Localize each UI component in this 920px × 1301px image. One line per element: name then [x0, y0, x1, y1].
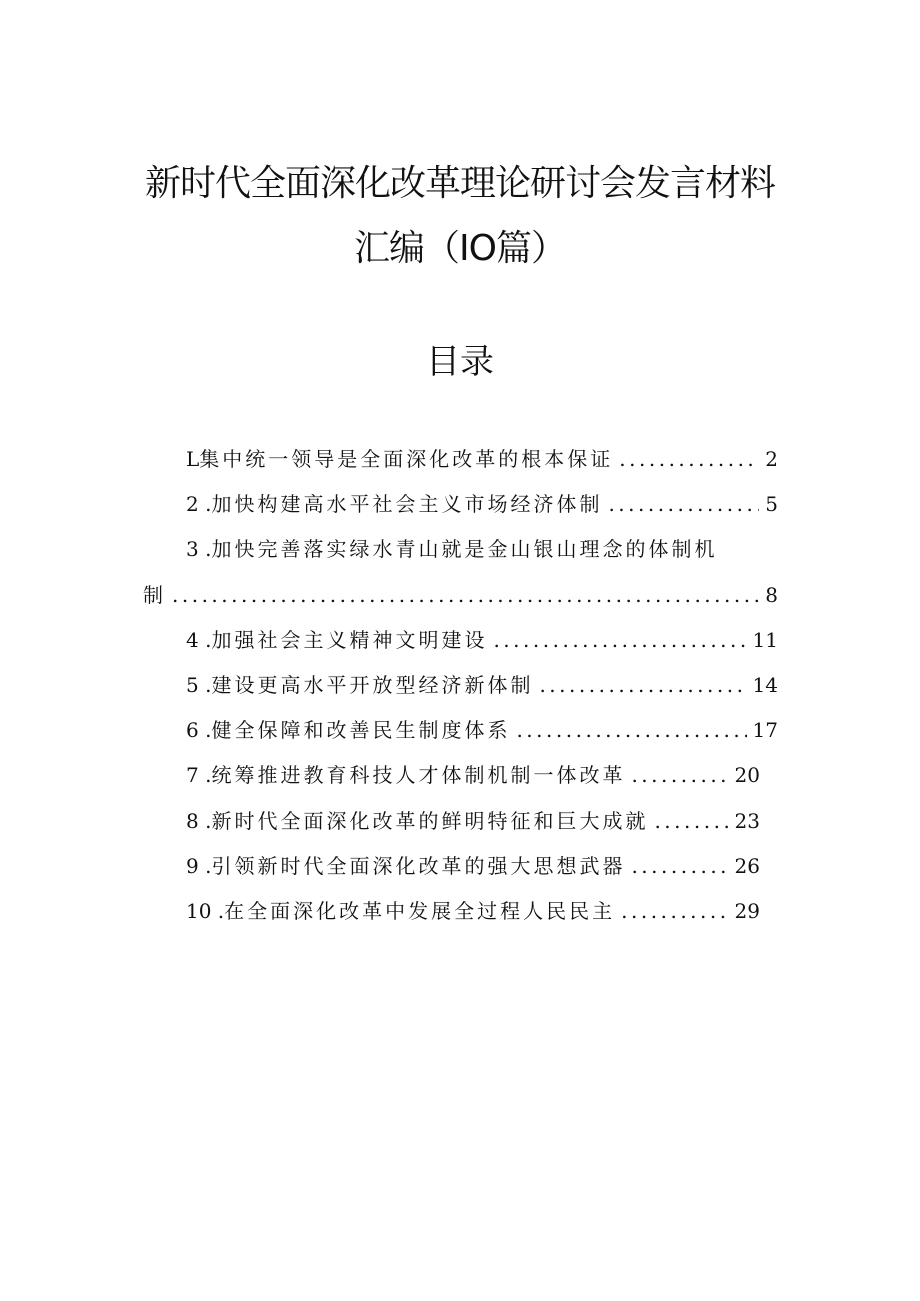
toc-item-10[interactable]	[186, 896, 760, 926]
toc-item-page: 5	[765, 492, 778, 516]
toc-item-title: 加强社会主义精神文明建设	[211, 628, 488, 652]
toc-leader-dots	[631, 760, 728, 790]
toc-item-title: 加快构建高水平社会主义市场经济体制	[211, 492, 603, 516]
toc-item-page: 23	[734, 809, 760, 833]
toc-leader-dots	[619, 444, 759, 474]
toc-item-number: 5 .	[186, 673, 212, 697]
toc-item-number: 2 .	[186, 492, 212, 516]
toc-item-number: 7 .	[186, 763, 212, 787]
toc-item-page: 17	[752, 718, 778, 742]
toc-item-number: 10 .	[186, 899, 225, 923]
toc-item-4[interactable]	[186, 625, 778, 655]
toc-leader-dots	[654, 806, 728, 836]
toc-item-title: 健全保障和改善民生制度体系	[211, 718, 511, 742]
toc-leader-dots	[516, 715, 746, 745]
toc-item-number: 4 .	[186, 628, 212, 652]
document-title-line-1: 新时代全面深化改革理论研讨会发言材料	[144, 163, 775, 204]
toc-item-7[interactable]	[186, 760, 760, 790]
toc-item-title: 加快完善落实绿水青山就是金山银山理念的体制机	[211, 537, 718, 561]
toc-item-number: 9 .	[186, 854, 212, 878]
toc-heading: 目录	[426, 342, 494, 382]
toc-item-title: 引领新时代全面深化改革的强大思想武器	[211, 854, 626, 878]
toc-item-8[interactable]	[186, 806, 760, 836]
toc-item-page: 14	[752, 673, 778, 697]
toc-item-number: 8 .	[186, 809, 212, 833]
toc-item-page: 26	[734, 854, 760, 878]
toc-item-page: 20	[734, 763, 760, 787]
document-title-line-2: 汇编（IO篇）	[354, 228, 566, 269]
toc-item-title: 建设更高水平开放型经济新体制	[211, 673, 534, 697]
toc-item-3-continuation[interactable]	[143, 580, 778, 610]
toc-item-title: 在全面深化改革中发展全过程人民民主	[224, 899, 616, 923]
toc-item-3[interactable]	[186, 534, 778, 564]
toc-item-number: 6 .	[186, 718, 212, 742]
toc-item-page: 2	[765, 447, 778, 471]
toc-leader-dots	[493, 625, 746, 655]
toc-item-page: 29	[734, 899, 760, 923]
toc-item-9[interactable]	[186, 851, 760, 881]
toc-item-5[interactable]	[186, 670, 778, 700]
toc-item-title: 统筹推进教育科技人才体制机制一体改革	[211, 763, 626, 787]
toc-leader-dots	[172, 580, 759, 610]
toc-item-number: 3 .	[186, 537, 212, 561]
toc-leader-dots	[608, 489, 759, 519]
toc-leader-dots	[539, 670, 746, 700]
toc-item-title-continuation: 制	[143, 583, 166, 607]
toc-item-6[interactable]	[186, 715, 778, 745]
toc-item-1[interactable]	[186, 444, 778, 474]
toc-item-number: L	[186, 447, 200, 471]
toc-item-title: 新时代全面深化改革的鲜明特征和巨大成就	[211, 809, 649, 833]
toc-item-2[interactable]	[186, 489, 778, 519]
toc-item-page: 11	[752, 628, 778, 652]
toc-leader-dots	[631, 851, 728, 881]
toc-item-title: 集中统一领导是全面深化改革的根本保证	[199, 447, 614, 471]
toc-leader-dots	[621, 896, 728, 926]
toc-item-page: 8	[765, 583, 778, 607]
